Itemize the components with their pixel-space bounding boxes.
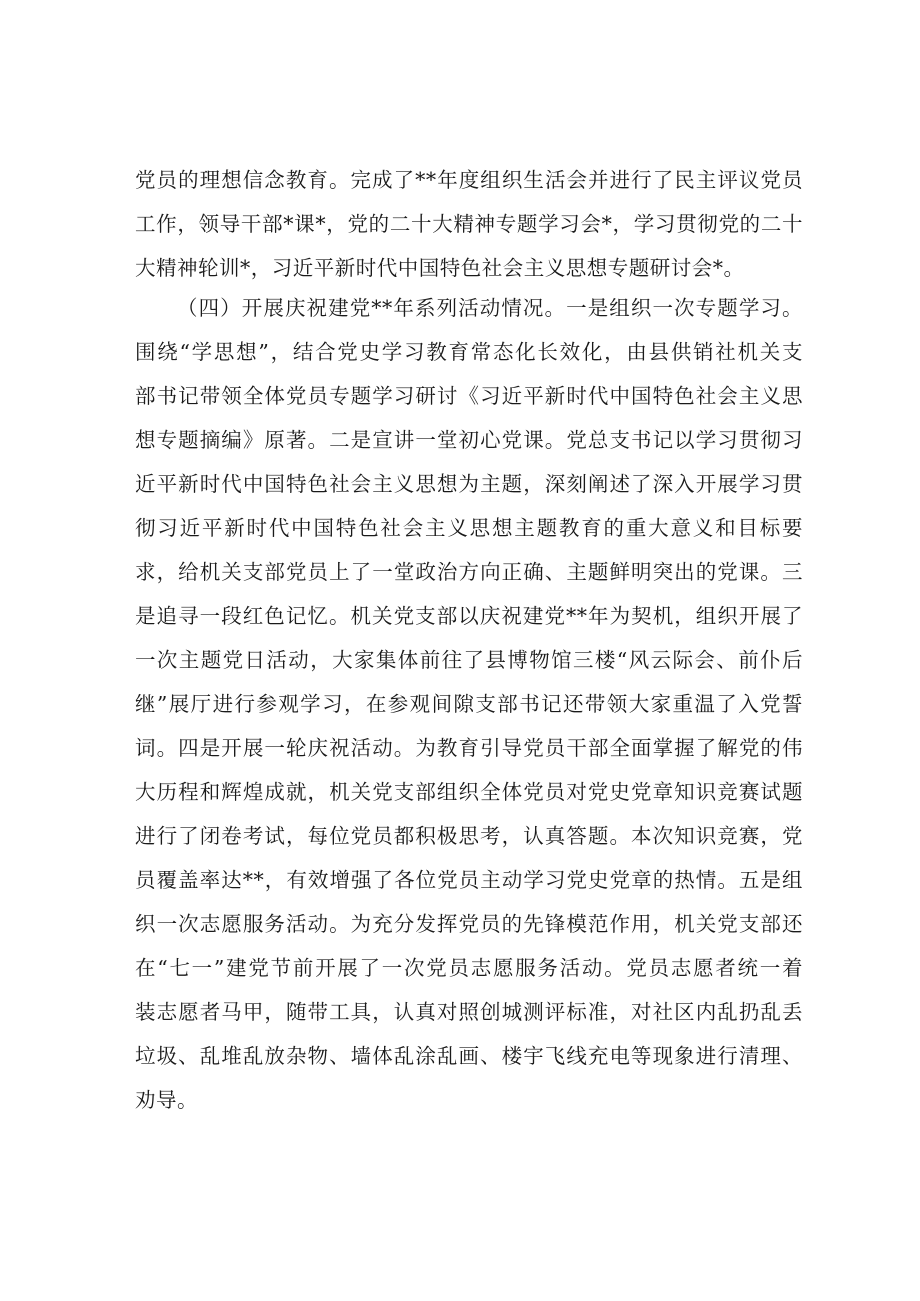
text-line: 在“七一”建党节前开展了一次党员志愿服务活动。党员志愿者统一着 [135, 956, 803, 980]
text-line: 彻习近平新时代中国特色社会主义思想主题教育的重大意义和目标要 [135, 516, 803, 540]
paragraph-party-education [135, 158, 803, 290]
text-line: 求，给机关支部党员上了一堂政治方向正确、主题鲜明突出的党课。三 [135, 560, 803, 584]
paragraph-anniversary-activities [135, 286, 803, 1122]
text-line: 劝导。 [135, 1088, 198, 1112]
section-heading-line: （四）开展庆祝建党**年系列活动情况。一是组织一次专题学习。 [177, 296, 803, 320]
text-line: 词。四是开展一轮庆祝活动。为教育引导党员干部全面掌握了解党的伟 [135, 736, 803, 760]
text-line: 大精神轮训*，习近平新时代中国特色社会主义思想专题研讨会*。 [135, 256, 745, 280]
text-line: 大历程和辉煌成就，机关党支部组织全体党员对党史党章知识竞赛试题 [135, 780, 803, 804]
text-line: 想专题摘编》原著。二是宣讲一堂初心党课。党总支书记以学习贯彻习 [135, 428, 803, 452]
text-line: 进行了闭卷考试，每位党员都积极思考，认真答题。本次知识竞赛，党 [135, 824, 803, 848]
text-line: 一次主题党日活动，大家集体前往了县博物馆三楼“风云际会、前仆后 [135, 648, 803, 672]
text-line: 围绕“学思想”，结合党史学习教育常态化长效化，由县供销社机关支 [135, 340, 803, 364]
text-line: 装志愿者马甲，随带工具，认真对照创城测评标准，对社区内乱扔乱丢 [135, 1000, 803, 1024]
text-line: 垃圾、乱堆乱放杂物、墙体乱涂乱画、楼宇飞线充电等现象进行清理、 [135, 1044, 803, 1068]
text-line: 党员的理想信念教育。完成了**年度组织生活会并进行了民主评议党员 [135, 168, 803, 192]
text-line: 近平新时代中国特色社会主义思想为主题，深刻阐述了深入开展学习贯 [135, 472, 803, 496]
text-line: 织一次志愿服务活动。为充分发挥党员的先锋模范作用，机关党支部还 [135, 912, 803, 936]
text-line: 部书记带领全体党员专题学习研讨《习近平新时代中国特色社会主义思 [135, 384, 803, 408]
text-line: 是追寻一段红色记忆。机关党支部以庆祝建党**年为契机，组织开展了 [135, 604, 803, 628]
text-line: 继”展厅进行参观学习，在参观间隙支部书记还带领大家重温了入党誓 [135, 692, 803, 716]
text-line: 工作，领导干部*课*，党的二十大精神专题学习会*，学习贯彻党的二十 [135, 212, 803, 236]
text-line: 员覆盖率达**，有效增强了各位党员主动学习党史党章的热情。五是组 [135, 868, 803, 892]
